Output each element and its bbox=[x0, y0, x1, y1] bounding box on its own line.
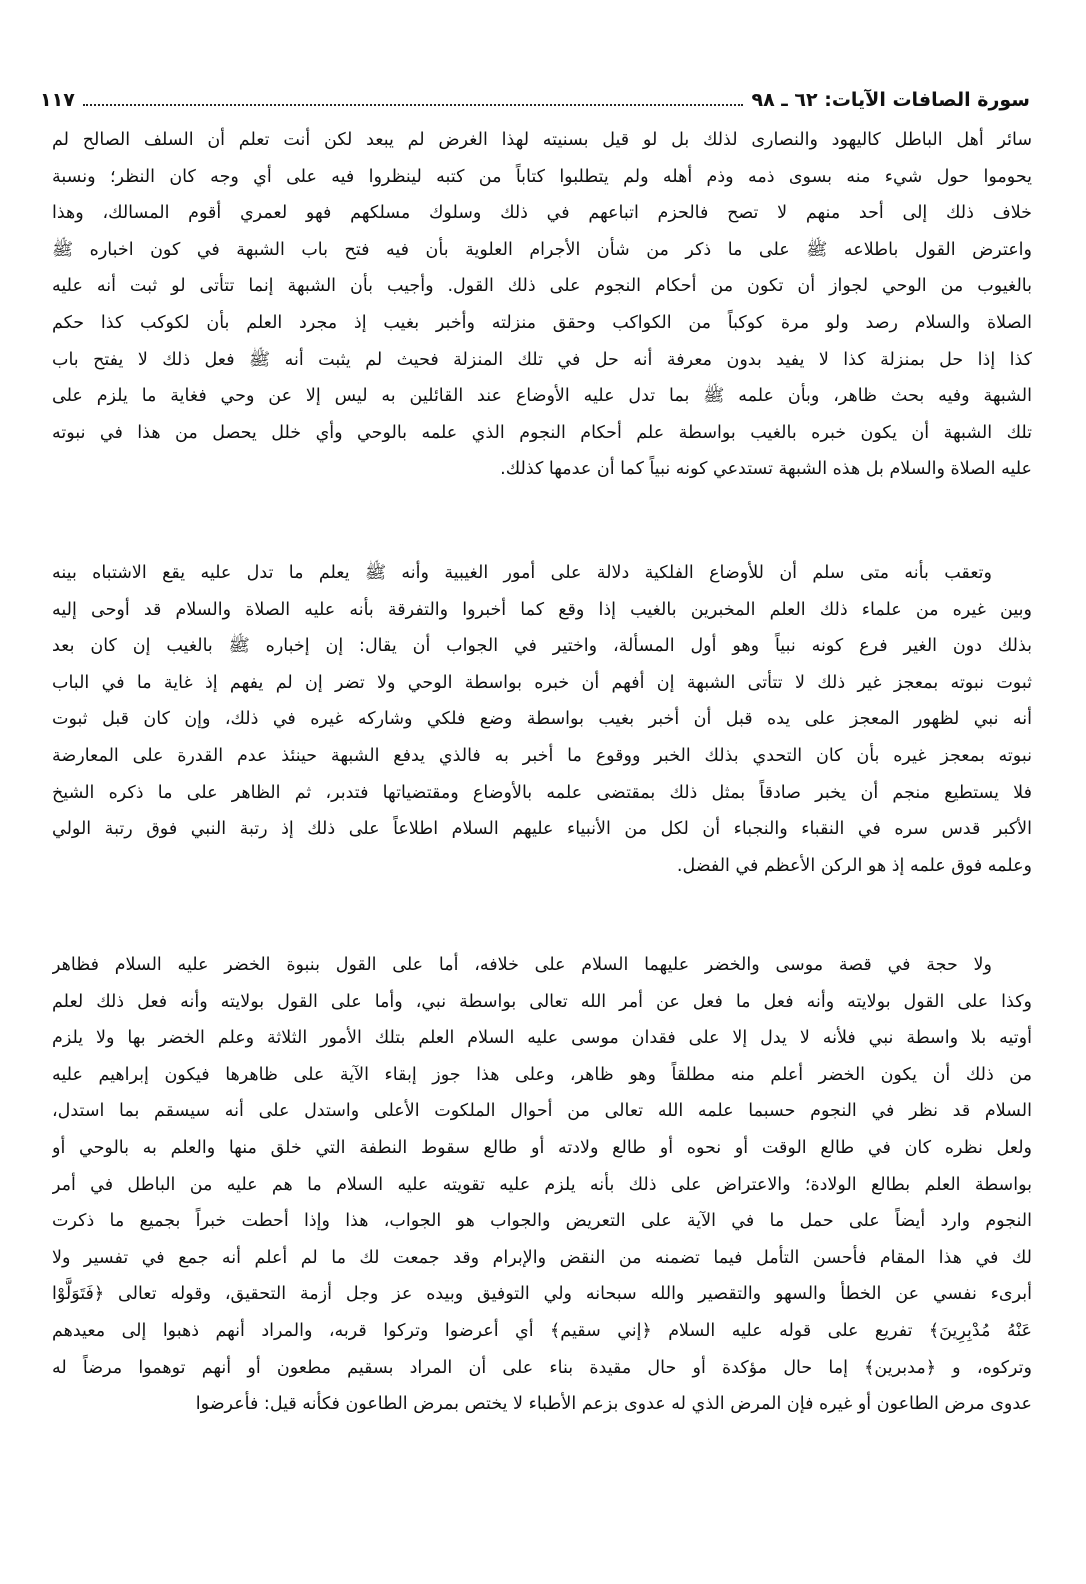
text-line: عَنْهُ مُدْبِرِينَ﴾ تفريع على قوله عليه السلام ﴿إني سقيم﴾ أي أعرضوا وتركوا قربه، والمراد أنهم ذهبوا إلى معيدهم bbox=[52, 1320, 1032, 1341]
text-line: يحوموا حول شيء منه بسوى ذمه وذم أهله ولم يتطلبوا كتاباً من كتبه لينظروا فيه على أي وجه كان النظر؛ ونسبة bbox=[52, 166, 1032, 187]
text-line: بواسطة العلم بطالع الولادة؛ والاعتراض على ذلك بأنه يلزم عليه تقويته عليه السلام ما هم عليه من الباطل في أمر bbox=[52, 1174, 1032, 1195]
text-line: عليه الصلاة والسلام بل هذه الشبهة تستدعي كونه نبياً كما أن عدمها كذلك. bbox=[500, 459, 1032, 480]
text-line: لك في هذا المقام فأحسن التأمل فيما تضمنه من النقض والإبرام وقد جمعت لك ما لم أعلم أنه جمع في تفسير ولا bbox=[52, 1247, 1032, 1268]
text-line: وتركوه، و ﴿مدبرين﴾ إما حال مؤكدة أو حال مقيدة بناء على أن المراد بسقيم مطعون أو أنهم توهموا مرضاً له bbox=[52, 1357, 1032, 1378]
text-line: ثبوت نبوته بمعجز غير ذلك لا تتأتى الشبهة إن أفهم أن خبره بواسطة الوحي ولا تضر إن لم يفهم إذ غاية ما في الباب bbox=[52, 672, 1032, 693]
page-number: ١١٧ bbox=[40, 89, 75, 111]
text-line: وبين غيره من علماء ذلك العلم المخبرين بالغيب إذا وقع كما أخبروا والتفرقة بأنه عليه الصلاة والسلام قد أوحى إليه bbox=[52, 599, 1032, 620]
text-line: تلك الشبهة أن يكون خبره بالغيب بواسطة علم أحكام النجوم الذي علمه بالوحي وأي خلل يحصل من هذا في نبوته bbox=[52, 422, 1032, 443]
paragraph-1 bbox=[52, 122, 1032, 488]
text-line: فلا يستطيع منجم أن يخبر صادقاً بمثل ذلك بمقتضى علمه بالأوضاع ومقتضياتها فتدبر، ثم الظاهر على ما ذكره الشيخ bbox=[52, 782, 1032, 803]
text-line: وكذا على القول بولايته وأنه فعل ما فعل عن أمر الله تعالى بواسطة نبي، وأما على القول بولايته وأنه فعل ذلك لعلم bbox=[52, 991, 1032, 1012]
text-line: الشبهة وفيه بحث ظاهر، وبأن علمه ﷺ بما تدل عليه الأوضاع عند القائلين به ليس إلا عن وحي فغاية ما يلزم على bbox=[52, 386, 1032, 407]
text-line: وعلمه فوق علمه إذ هو الركن الأعظم في الفضل. bbox=[676, 855, 1032, 876]
header-title: سورة الصافات الآيات: ٦٢ ـ ٩٨ bbox=[751, 89, 1030, 111]
text-line: كذا إذا حل بمنزلة كذا لا يفيد بدون معرفة أنه حل في تلك المنزلة فحيث لم يثبت أنه ﷺ فعل ذلك لا يفتح باب bbox=[52, 349, 1032, 370]
text-line: وتعقب بأنه متى سلم أن للأوضاع الفلكية دلالة على أمور الغيبية وأنه ﷺ يعلم ما تدل عليه يقع الاشتباه بينه bbox=[52, 563, 992, 583]
text-line: سائر أهل الباطل كاليهود والنصارى لذلك بل لو قيل بسنيته لهذا الغرض لم يبعد لكن أنت تعلم أن السلف الصالح لم bbox=[52, 130, 1032, 150]
text-line: السلام قد نظر في النجوم حسبما علمه الله تعالى من أحوال الملكوت الأعلى واستدل على أنه سيسقم بما استدل، bbox=[52, 1101, 1032, 1122]
text-line: واعترض القول باطلاعه ﷺ على ما ذكر من شأن الأجرام العلوية بأن فيه فتح باب الشبهة في كون اخباره ﷺ bbox=[52, 239, 1032, 260]
text-line: بذلك دون الغير فرع كونه نبياً وهو أول المسألة، واختير في الجواب أن يقال: إن إخباره ﷺ بالغيب إن كان بعد bbox=[52, 636, 1032, 657]
paragraph-3 bbox=[52, 947, 1032, 1423]
paragraph-2 bbox=[52, 555, 1032, 884]
text-line: بالغيوب من الوحي لجواز أن تكون من أحكام النجوم على ذلك القول. وأجيب بأن الشبهة إنما تتأتى لو ثبت أنه عليه bbox=[52, 276, 1032, 297]
text-line: أبرىء نفسي عن الخطأ والسهو والتقصير والله سبحانه ولي التوفيق وبيده عز وجل أزمة التحقيق، وقوله تعالى ﴿فَتَوَلَّوْا bbox=[52, 1284, 1032, 1305]
text-line: أنه نبي لظهور المعجز على يده قبل أن أخبر بغيب بواسطة وضع فلكي وشاركه غيره في ذلك، وإن كان قبل ثبوت bbox=[52, 709, 1032, 730]
text-line: عدوى مرض الطاعون أو غيره فإن المرض الذي له عدوى بزعم الأطباء لا يختص بمرض الطاعون فكأنه قيل: فأعرضوا bbox=[195, 1394, 1032, 1415]
text-line: من ذلك أن يكون الخضر أعلم منه مطلقاً وهو ظاهر، وعلى هذا جوز إبقاء الآية على ظاهرها فيكون إبراهيم عليه bbox=[52, 1064, 1032, 1085]
text-line: نبوته بمعجز غيره بأن كان التحدي بذلك الخبر ووقوع ما أخبر به فالذي يدفع الشبهة حينئذ عدم القدرة على المعارضة bbox=[52, 745, 1032, 766]
text-line: أوتيه بلا واسطة نبي فلأنه لا يدل إلا على فقدان موسى عليه السلام العلم بتلك الأمور الثلاثة وعلم الخضر بها ولا يلزم bbox=[52, 1028, 1032, 1049]
running-header bbox=[40, 82, 1030, 118]
leader-dots bbox=[83, 94, 744, 106]
text-line: خلاف ذلك إلى أحد منهم لا تصح فالحزم اتباعهم في ذلك وسلوك مسلكهم فهو لعمري أقوم المسالك، وهذا bbox=[52, 203, 1032, 224]
text-line: ولعل نظره كان في طالع الوقت أو نحوه أو طالع ولادته أو طالع سقوط النطفة التي خلق منها والعلم به بالوحي أو bbox=[52, 1137, 1032, 1158]
text-line: الأكبر قدس سره في النقباء والنجباء أن لكل من الأنبياء عليهم السلام اطلاعاً على ذلك إذ رتبة النبي فوق رتبة الولي bbox=[52, 819, 1032, 840]
text-line: ولا حجة في قصة موسى والخضر عليهما السلام على خلافه، أما على القول بنبوة الخضر عليه السلام فظاهر bbox=[52, 955, 992, 975]
text-line: النجوم وارد أيضاً على حمل ما في الآية على التعريض والجواب هو الجواب، هذا وإذا أحطت خبراً بجميع ما ذكرت bbox=[52, 1211, 1032, 1232]
text-line: الصلاة والسلام رصد ولو مرة كوكباً من الكواكب وحقق منزلته وأخبر بغيب إذ مجرد العلم بأن لكوكب كذا حكم bbox=[52, 312, 1032, 333]
